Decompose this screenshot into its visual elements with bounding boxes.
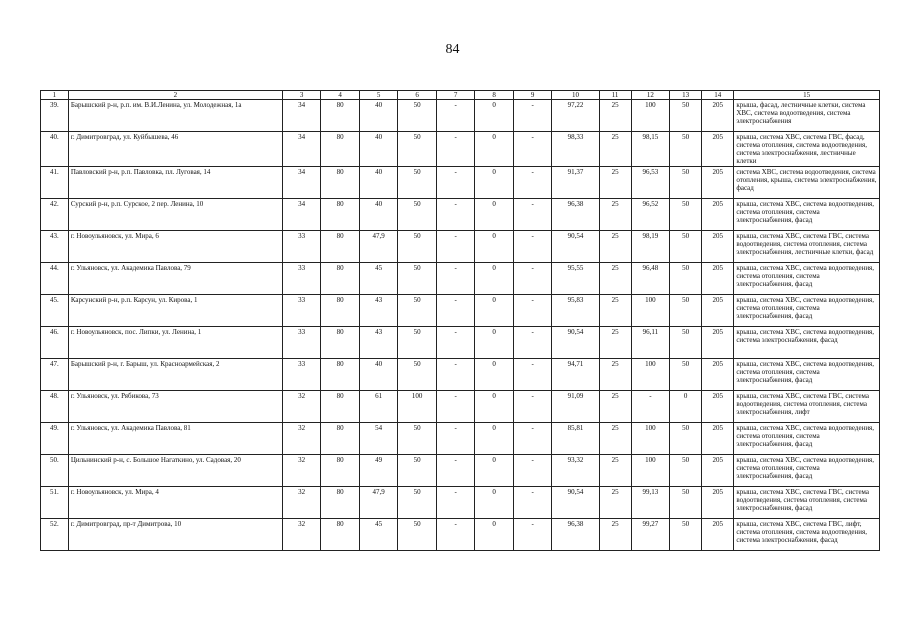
value-cell: 80 <box>321 455 360 487</box>
value-cell: 43 <box>359 295 398 327</box>
table-row <box>41 199 880 231</box>
value-cell: 80 <box>321 519 360 551</box>
value-cell: 25 <box>599 423 631 455</box>
value-cell: - <box>436 231 475 263</box>
value-cell: 80 <box>321 391 360 423</box>
works-cell: крыша, система ХВС, система водоотведения, система отопления, система электроснабжения, фасад <box>734 423 880 455</box>
row-number: 52. <box>41 519 69 551</box>
value-cell: 32 <box>282 487 321 519</box>
value-cell: 33 <box>282 263 321 295</box>
value-cell: 34 <box>282 199 321 231</box>
row-number: 44. <box>41 263 69 295</box>
value-cell: 49 <box>359 455 398 487</box>
value-cell: - <box>436 327 475 359</box>
value-cell: 205 <box>702 263 734 295</box>
table-row <box>41 263 880 295</box>
value-cell: 50 <box>670 199 702 231</box>
works-table <box>40 90 880 551</box>
table-row <box>41 391 880 423</box>
value-cell: 50 <box>398 359 437 391</box>
value-cell: 33 <box>282 295 321 327</box>
value-cell: 25 <box>599 167 631 199</box>
value-cell: 50 <box>398 132 437 167</box>
row-number: 47. <box>41 359 69 391</box>
value-cell: 96,11 <box>631 327 670 359</box>
address-cell: Павловский р-н, р.п. Павловка, пл. Луговая, 14 <box>68 167 282 199</box>
works-cell: крыша, фасад, лестничные клетки, система ХВС, система водоотведения, система электроснабжения <box>734 100 880 132</box>
header-cell: 2 <box>68 91 282 100</box>
value-cell: 0 <box>475 359 514 391</box>
value-cell: 40 <box>359 100 398 132</box>
value-cell: 34 <box>282 167 321 199</box>
value-cell: 0 <box>475 327 514 359</box>
table-row <box>41 132 880 167</box>
value-cell: 205 <box>702 519 734 551</box>
value-cell: - <box>513 132 552 167</box>
value-cell: 100 <box>631 423 670 455</box>
works-cell: крыша, система ХВС, система ГВС, фасад, система отопления, система водоотведения, система электроснабжения, лестничные клетки <box>734 132 880 167</box>
value-cell: 34 <box>282 132 321 167</box>
value-cell: 25 <box>599 295 631 327</box>
header-cell: 1 <box>41 91 69 100</box>
value-cell: 205 <box>702 423 734 455</box>
row-number: 43. <box>41 231 69 263</box>
value-cell: 32 <box>282 519 321 551</box>
value-cell: 25 <box>599 100 631 132</box>
address-cell: Карсунский р-н, р.п. Карсун, ул. Кирова, 1 <box>68 295 282 327</box>
value-cell: 95,83 <box>552 295 599 327</box>
works-cell: крыша, система ХВС, система водоотведения, система отопления, система электроснабжения, фасад <box>734 455 880 487</box>
table-row <box>41 100 880 132</box>
value-cell: 40 <box>359 359 398 391</box>
value-cell: - <box>513 359 552 391</box>
works-cell: крыша, система ХВС, система ГВС, система водоотведения, система отопления, система электроснабжения, фасад <box>734 487 880 519</box>
header-cell: 6 <box>398 91 437 100</box>
value-cell: 32 <box>282 455 321 487</box>
address-cell: г. Ульяновск, ул. Рябикова, 73 <box>68 391 282 423</box>
value-cell: 205 <box>702 199 734 231</box>
value-cell: 0 <box>670 391 702 423</box>
value-cell: 97,22 <box>552 100 599 132</box>
value-cell: 96,53 <box>631 167 670 199</box>
works-cell: крыша, система ХВС, система водоотведения, система отопления, система электроснабжения, фасад <box>734 359 880 391</box>
value-cell: 96,38 <box>552 199 599 231</box>
table-row <box>41 167 880 199</box>
value-cell: - <box>436 263 475 295</box>
value-cell: 0 <box>475 295 514 327</box>
page-number: 84 <box>445 42 460 57</box>
value-cell: 50 <box>670 263 702 295</box>
value-cell: 90,54 <box>552 327 599 359</box>
value-cell: 0 <box>475 487 514 519</box>
address-cell: Цильнинский р-н, с. Большое Нагаткино, ул. Садовая, 20 <box>68 455 282 487</box>
value-cell: 50 <box>670 132 702 167</box>
value-cell: - <box>436 359 475 391</box>
value-cell: 33 <box>282 327 321 359</box>
value-cell: 0 <box>475 455 514 487</box>
works-cell: система ХВС, система водоотведения, система отопления, крыша, система электроснабжения, фасад <box>734 167 880 199</box>
works-cell: крыша, система ХВС, система водоотведения, система отопления, система электроснабжения, фасад <box>734 295 880 327</box>
row-number: 45. <box>41 295 69 327</box>
value-cell: 205 <box>702 295 734 327</box>
value-cell: - <box>436 199 475 231</box>
works-cell: крыша, система ХВС, система ГВС, система водоотведения, система отопления, система электроснабжения, лестничные клетки, фасад <box>734 231 880 263</box>
value-cell: 32 <box>282 423 321 455</box>
value-cell: 50 <box>398 455 437 487</box>
value-cell: 50 <box>398 167 437 199</box>
value-cell: 96,38 <box>552 519 599 551</box>
header-cell: 15 <box>734 91 880 100</box>
value-cell: 50 <box>398 295 437 327</box>
value-cell: 25 <box>599 359 631 391</box>
value-cell: - <box>436 519 475 551</box>
value-cell: 50 <box>398 231 437 263</box>
works-cell: крыша, система ХВС, система водоотведения, система электроснабжения, фасад <box>734 327 880 359</box>
value-cell: 0 <box>475 132 514 167</box>
header-cell: 12 <box>631 91 670 100</box>
value-cell: 50 <box>398 263 437 295</box>
value-cell: 0 <box>475 199 514 231</box>
value-cell: 25 <box>599 327 631 359</box>
value-cell: - <box>513 263 552 295</box>
value-cell: - <box>513 423 552 455</box>
value-cell: - <box>436 487 475 519</box>
row-number: 39. <box>41 100 69 132</box>
address-cell: г. Димитровград, пр-т Димитрова, 10 <box>68 519 282 551</box>
value-cell: 205 <box>702 132 734 167</box>
value-cell: 80 <box>321 167 360 199</box>
value-cell: 50 <box>398 100 437 132</box>
value-cell: 50 <box>670 167 702 199</box>
row-number: 48. <box>41 391 69 423</box>
value-cell: 33 <box>282 359 321 391</box>
row-number: 49. <box>41 423 69 455</box>
value-cell: - <box>513 327 552 359</box>
value-cell: - <box>513 167 552 199</box>
value-cell: 0 <box>475 100 514 132</box>
value-cell: 96,52 <box>631 199 670 231</box>
value-cell: 50 <box>670 100 702 132</box>
table-row <box>41 295 880 327</box>
value-cell: 205 <box>702 100 734 132</box>
row-number: 46. <box>41 327 69 359</box>
value-cell: - <box>513 100 552 132</box>
value-cell: 0 <box>475 263 514 295</box>
value-cell: 80 <box>321 132 360 167</box>
value-cell: 40 <box>359 199 398 231</box>
address-cell: Барышский р-н, г. Барыш, ул. Красноармейская, 2 <box>68 359 282 391</box>
header-cell: 9 <box>513 91 552 100</box>
value-cell: - <box>436 423 475 455</box>
value-cell: 50 <box>670 455 702 487</box>
header-cell: 5 <box>359 91 398 100</box>
value-cell: 100 <box>398 391 437 423</box>
value-cell: 0 <box>475 519 514 551</box>
value-cell: - <box>436 455 475 487</box>
value-cell: 205 <box>702 455 734 487</box>
value-cell: - <box>436 295 475 327</box>
header-cell: 7 <box>436 91 475 100</box>
value-cell: 0 <box>475 391 514 423</box>
address-cell: г. Новоульяновск, пос. Липки, ул. Ленина, 1 <box>68 327 282 359</box>
value-cell: - <box>436 132 475 167</box>
works-cell: крыша, система ХВС, система ГВС, лифт, система отопления, система водоотведения, система электроснабжения, фасад <box>734 519 880 551</box>
value-cell: 98,33 <box>552 132 599 167</box>
value-cell: 80 <box>321 231 360 263</box>
value-cell: 90,54 <box>552 487 599 519</box>
value-cell: 40 <box>359 132 398 167</box>
row-number: 40. <box>41 132 69 167</box>
address-cell: г. Новоульяновск, ул. Мира, 4 <box>68 487 282 519</box>
value-cell: 25 <box>599 519 631 551</box>
value-cell: 93,32 <box>552 455 599 487</box>
value-cell: 32 <box>282 391 321 423</box>
value-cell: 80 <box>321 327 360 359</box>
value-cell: 80 <box>321 199 360 231</box>
value-cell: 205 <box>702 359 734 391</box>
value-cell: - <box>513 231 552 263</box>
table-row <box>41 231 880 263</box>
row-number: 51. <box>41 487 69 519</box>
value-cell: 94,71 <box>552 359 599 391</box>
value-cell: 54 <box>359 423 398 455</box>
value-cell: - <box>513 295 552 327</box>
value-cell: - <box>513 487 552 519</box>
value-cell: - <box>513 455 552 487</box>
value-cell: 61 <box>359 391 398 423</box>
works-cell: крыша, система ХВС, система водоотведения, система отопления, система электроснабжения, фасад <box>734 263 880 295</box>
value-cell: 50 <box>398 487 437 519</box>
address-cell: г. Ульяновск, ул. Академика Павлова, 79 <box>68 263 282 295</box>
value-cell: 50 <box>670 359 702 391</box>
value-cell: 50 <box>670 423 702 455</box>
value-cell: - <box>436 100 475 132</box>
value-cell: 91,37 <box>552 167 599 199</box>
value-cell: - <box>436 391 475 423</box>
row-number: 41. <box>41 167 69 199</box>
value-cell: 99,27 <box>631 519 670 551</box>
header-cell: 13 <box>670 91 702 100</box>
value-cell: 80 <box>321 263 360 295</box>
row-number: 42. <box>41 199 69 231</box>
value-cell: 80 <box>321 423 360 455</box>
address-cell: г. Ульяновск, ул. Академика Павлова, 81 <box>68 423 282 455</box>
table-row <box>41 519 880 551</box>
value-cell: 98,19 <box>631 231 670 263</box>
row-number: 50. <box>41 455 69 487</box>
value-cell: - <box>631 391 670 423</box>
value-cell: 25 <box>599 263 631 295</box>
value-cell: 80 <box>321 295 360 327</box>
value-cell: 205 <box>702 167 734 199</box>
value-cell: 50 <box>670 231 702 263</box>
value-cell: 80 <box>321 487 360 519</box>
value-cell: 100 <box>631 295 670 327</box>
value-cell: 205 <box>702 231 734 263</box>
value-cell: 100 <box>631 455 670 487</box>
value-cell: 91,09 <box>552 391 599 423</box>
value-cell: 98,15 <box>631 132 670 167</box>
value-cell: - <box>513 391 552 423</box>
header-cell: 14 <box>702 91 734 100</box>
table-row <box>41 487 880 519</box>
value-cell: 50 <box>398 423 437 455</box>
value-cell: 100 <box>631 100 670 132</box>
header-cell: 11 <box>599 91 631 100</box>
value-cell: 205 <box>702 391 734 423</box>
value-cell: 0 <box>475 167 514 199</box>
table-row <box>41 359 880 391</box>
header-cell: 3 <box>282 91 321 100</box>
value-cell: - <box>436 167 475 199</box>
table-row <box>41 455 880 487</box>
value-cell: 34 <box>282 100 321 132</box>
value-cell: 50 <box>670 487 702 519</box>
works-cell: крыша, система ХВС, система ГВС, система водоотведения, система отопления, система электроснабжения, лифт <box>734 391 880 423</box>
address-cell: Сурский р-н, р.п. Сурское, 2 пер. Ленина, 10 <box>68 199 282 231</box>
value-cell: 25 <box>599 487 631 519</box>
value-cell: 25 <box>599 132 631 167</box>
value-cell: 33 <box>282 231 321 263</box>
value-cell: 45 <box>359 519 398 551</box>
table-row <box>41 423 880 455</box>
value-cell: 25 <box>599 391 631 423</box>
value-cell: 90,54 <box>552 231 599 263</box>
value-cell: 45 <box>359 263 398 295</box>
value-cell: 25 <box>599 199 631 231</box>
header-cell: 4 <box>321 91 360 100</box>
value-cell: 50 <box>670 295 702 327</box>
value-cell: 40 <box>359 167 398 199</box>
value-cell: 96,48 <box>631 263 670 295</box>
address-cell: г. Новоульяновск, ул. Мира, 6 <box>68 231 282 263</box>
value-cell: 25 <box>599 455 631 487</box>
value-cell: 50 <box>670 327 702 359</box>
header-cell: 8 <box>475 91 514 100</box>
works-cell: крыша, система ХВС, система водоотведения, система отопления, система электроснабжения, фасад <box>734 199 880 231</box>
value-cell: 43 <box>359 327 398 359</box>
value-cell: - <box>513 199 552 231</box>
value-cell: 50 <box>670 519 702 551</box>
table-row <box>41 327 880 359</box>
value-cell: 50 <box>398 327 437 359</box>
value-cell: 85,81 <box>552 423 599 455</box>
value-cell: 47,9 <box>359 231 398 263</box>
value-cell: 205 <box>702 487 734 519</box>
value-cell: - <box>513 519 552 551</box>
value-cell: 50 <box>398 199 437 231</box>
value-cell: 205 <box>702 327 734 359</box>
header-row <box>41 91 880 100</box>
header-cell: 10 <box>552 91 599 100</box>
value-cell: 25 <box>599 231 631 263</box>
address-cell: Барышский р-н, р.п. им. В.И.Ленина, ул. Молодежная, 1а <box>68 100 282 132</box>
value-cell: 100 <box>631 359 670 391</box>
value-cell: 80 <box>321 359 360 391</box>
address-cell: г. Димитровград, ул. Куйбышева, 46 <box>68 132 282 167</box>
value-cell: 95,55 <box>552 263 599 295</box>
value-cell: 99,13 <box>631 487 670 519</box>
value-cell: 50 <box>398 519 437 551</box>
value-cell: 80 <box>321 100 360 132</box>
value-cell: 0 <box>475 231 514 263</box>
value-cell: 0 <box>475 423 514 455</box>
value-cell: 47,9 <box>359 487 398 519</box>
